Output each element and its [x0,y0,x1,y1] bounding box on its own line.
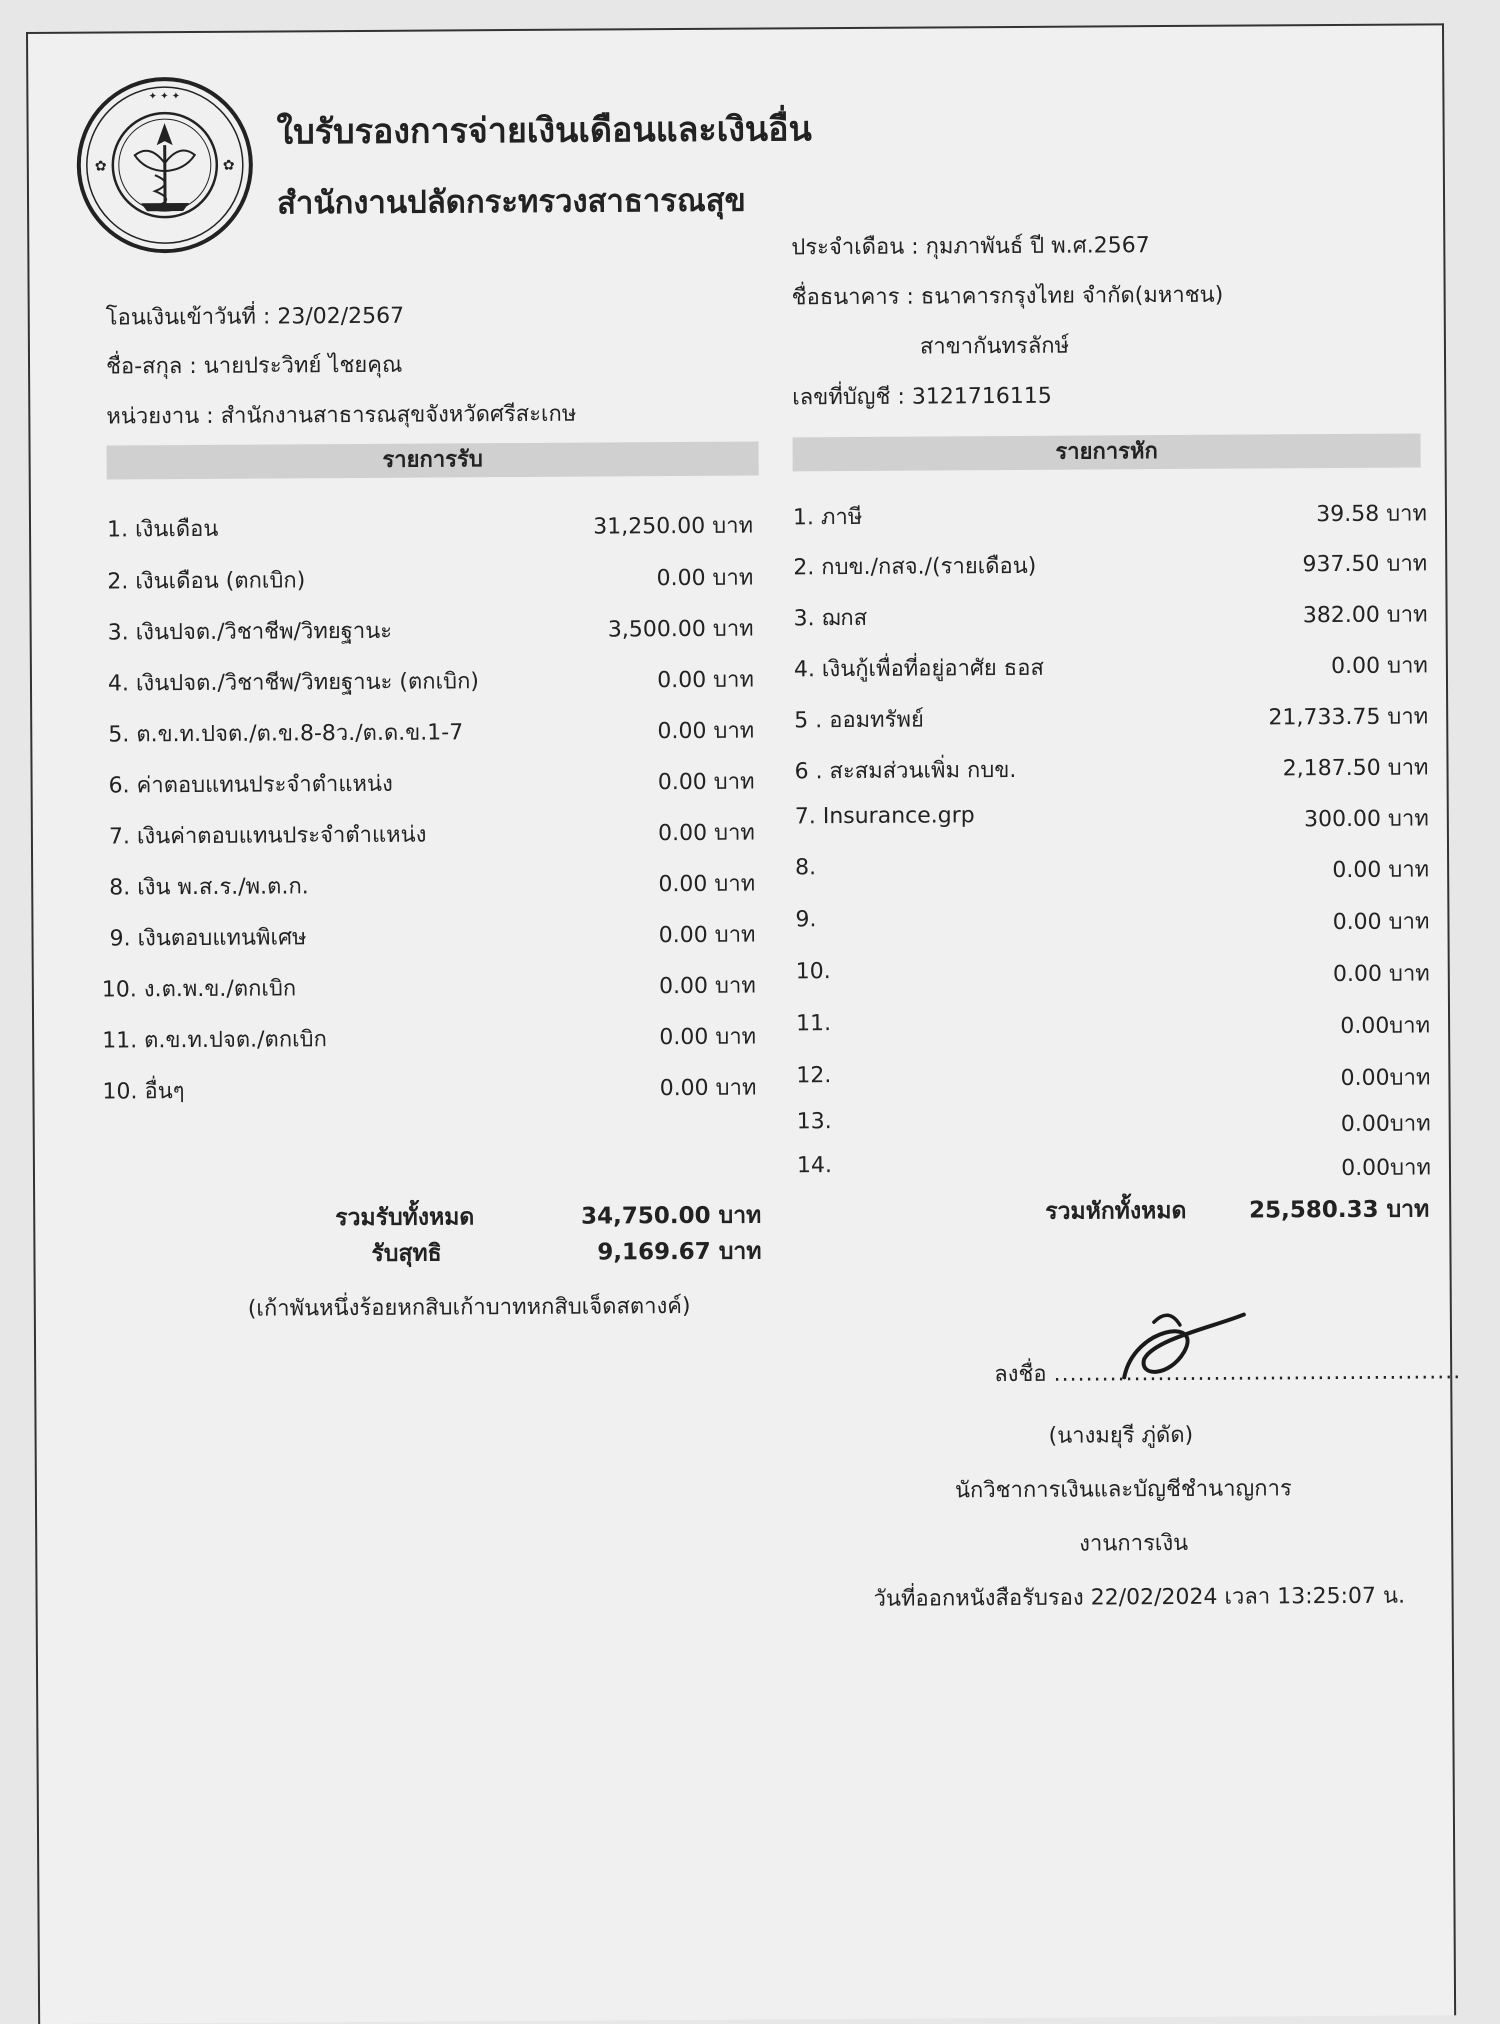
svg-text:✦ ✦ ✦: ✦ ✦ ✦ [149,91,181,102]
deduction-label: 7. Insurance.grp [795,803,975,829]
income-row [108,713,754,717]
income-row [109,917,755,921]
deduction-label: 13. [797,1109,832,1134]
document-title: ใบรับรองการจ่ายเงินเดือนและเงินอื่น [276,101,811,158]
employee-name: ชื่อ-สกุล : นายประวิทย์ ไชยคุณ [106,347,403,384]
deduction-amount: 300.00 บาท [1304,800,1429,836]
deduction-label: 6 . สะสมส่วนเพิ่ม กบข. [794,752,1016,788]
income-label: 7. เงินค่าตอบแทนประจำตำแหน่ง [109,817,427,854]
deduction-label: 10. [796,959,831,984]
transfer-date: โอนเงินเข้าวันที่ : 23/02/2567 [106,298,405,335]
deduction-row [795,800,1429,804]
deduction-row [797,1105,1431,1109]
income-amount: 0.00 บาท [659,1019,756,1055]
deduction-label: 8. [795,855,816,880]
income-label: 1. เงินเดือน [107,511,219,547]
handwritten-signature-icon [1114,1297,1255,1388]
net-pay-label: รับสุทธิ [371,1235,441,1271]
deduction-amount: 0.00 บาท [1333,903,1430,939]
deduction-label: 9. [795,907,816,932]
income-amount: 0.00 บาท [660,1070,757,1106]
deductions-heading: รายการหัก [792,433,1420,471]
deduction-amount: 0.00 บาท [1331,647,1428,683]
document-subtitle: สำนักงานปลัดกระทรวงสาธารณสุข [277,175,746,228]
deduction-label: 4. เงินกู้เพื่อที่อยู่อาศัย ธอส [794,650,1044,687]
deductions-total-amount: 25,580.33 บาท [1249,1191,1429,1228]
income-amount: 0.00 บาท [657,713,754,749]
deduction-amount: 937.50 บาท [1302,545,1427,581]
income-label: 5. ต.ข.ท.ปจต./ต.ข.8-8ว./ต.ด.ข.1-7 [108,714,463,751]
income-amount: 0.00 บาท [658,866,755,902]
issue-timestamp: วันที่ออกหนังสือรับรอง 22/02/2024 เวลา 13:25:07 น. [873,1578,1405,1616]
deduction-amount: 0.00บาท [1340,1007,1430,1043]
deductions-list [28,25,1442,34]
signer-name: (นางมยุรี ภู่ดัด) [1048,1417,1193,1453]
income-label: 6. ค่าตอบแทนประจำตำแหน่ง [108,766,392,803]
signature-dotted-line: ................................................... [1054,1359,1462,1386]
deduction-amount: 21,733.75 บาท [1268,698,1428,734]
bank-branch: สาขากันทรลักษ์ [920,328,1069,364]
income-label: 9. เงินตอบแทนพิเศษ [109,919,306,955]
ministry-seal-icon [74,75,255,256]
deduction-row [793,495,1427,499]
income-row [107,508,753,512]
deduction-label: 11. [796,1011,831,1036]
deduction-label: 14. [797,1153,832,1178]
deduction-row [796,1059,1430,1063]
deduction-label: 5 . ออมทรัพย์ [794,702,924,738]
deduction-amount: 39.58 บาท [1316,495,1427,531]
income-row [109,815,755,819]
certificate-sheet [26,23,1456,2024]
income-label: 11. ต.ข.ท.ปจต./ตกเบิก [102,1021,327,1057]
income-row [102,1019,756,1023]
deduction-row [796,1007,1430,1011]
deduction-row [793,545,1427,549]
signer-position: นักวิชาการเงินและบัญชีชำนาญการ [955,1470,1292,1507]
deduction-row [794,698,1428,702]
deduction-amount: 0.00บาท [1341,1105,1431,1141]
deduction-row [794,749,1428,753]
income-list [28,25,1442,34]
income-row [108,611,754,615]
income-amount: 0.00 บาท [659,968,756,1004]
sign-label: ลงชื่อ [994,1362,1047,1387]
deduction-row [795,851,1429,855]
deduction-amount: 0.00บาท [1341,1149,1431,1185]
net-pay-amount: 9,169.67 บาท [597,1234,761,1271]
income-row [109,866,755,870]
deduction-amount: 382.00 บาท [1303,596,1428,632]
income-label: 2. เงินเดือน (ตกเบิก) [107,562,305,598]
income-label: 3. เงินปจต./วิชาชีพ/วิทยฐานะ [108,613,393,650]
income-total-label: รวมรับทั้งหมด [335,1199,474,1236]
income-total-amount: 34,750.00 บาท [581,1198,761,1235]
deductions-total-label: รวมหักทั้งหมด [1045,1193,1186,1230]
income-label: 8. เงิน พ.ส.ร./พ.ต.ก. [109,868,309,904]
deduction-label: 3. ฌกส [793,600,867,635]
svg-text:✿: ✿ [95,159,107,175]
svg-text:✿: ✿ [223,158,235,174]
deduction-label: 1. ภาษี [793,499,863,534]
income-amount: 0.00 บาท [659,917,756,953]
income-label: 10. อื่นๆ [102,1073,184,1109]
income-label: 10. ง.ต.พ.ข./ตกเบิก [102,970,297,1006]
net-pay-words: (เก้าพันหนึ่งร้อยหกสิบเก้าบาทหกสิบเจ็ดสตางค์) [248,1288,691,1326]
deduction-row [795,903,1429,907]
income-amount: 3,500.00 บาท [608,611,754,647]
signer-department: งานการเงิน [1079,1525,1188,1561]
deduction-amount: 0.00 บาท [1332,851,1429,887]
income-amount: 0.00 บาท [657,662,754,698]
deduction-amount: 0.00 บาท [1333,955,1430,991]
income-amount: 31,250.00 บาท [593,508,753,544]
deduction-amount: 2,187.50 บาท [1283,749,1429,785]
income-row [102,1070,756,1074]
deduction-amount: 0.00บาท [1340,1059,1430,1095]
income-amount: 0.00 บาท [658,764,755,800]
account-number: เลขที่บัญชี : 3121716115 [792,378,1052,415]
deduction-row [794,647,1428,651]
income-row [102,968,756,972]
income-row [108,662,754,666]
income-row [108,764,754,768]
deduction-label: 2. กบข./กสจ./(รายเดือน) [793,548,1036,584]
bank-name: ชื่อธนาคาร : ธนาคารกรุงไทย จำกัด(มหาชน) [792,277,1224,315]
income-row [107,560,753,564]
income-amount: 0.00 บาท [658,815,755,851]
deduction-row [797,1149,1431,1153]
income-heading: รายการรับ [107,442,759,480]
pay-month: ประจำเดือน : กุมภาพันธ์ ปี พ.ศ.2567 [791,227,1150,264]
income-label: 4. เงินปจต./วิชาชีพ/วิทยฐานะ (ตกเบิก) [108,663,479,700]
employee-unit: หน่วยงาน : สำนักงานสาธารณสุขจังหวัดศรีสะเกษ [106,396,576,434]
deduction-row [793,596,1427,600]
deduction-label: 12. [796,1063,831,1088]
deduction-row [796,955,1430,959]
income-amount: 0.00 บาท [656,560,753,596]
